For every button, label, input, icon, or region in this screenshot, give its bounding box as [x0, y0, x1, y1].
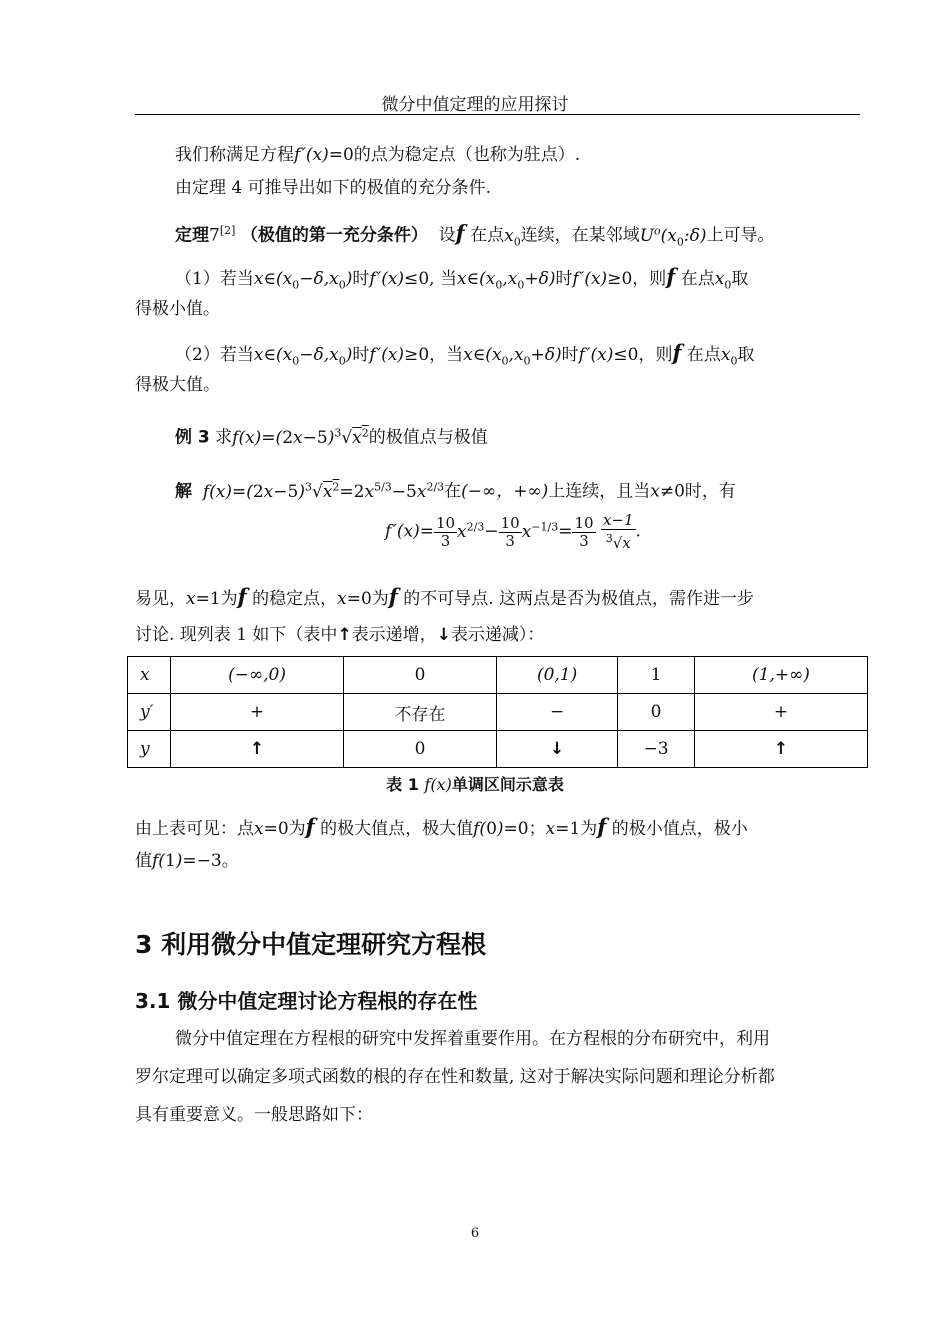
paragraph-stationary-point: 我们称满足方程f ′(x)=0的点为稳定点（也称为驻点）.: [175, 145, 581, 165]
table-cell: (−∞,0): [171, 657, 344, 694]
table-cell: +: [694, 694, 867, 731]
table-cell: ↑: [694, 731, 867, 768]
table-cell: y′: [128, 694, 171, 731]
theorem-case-2: （2）若当$x\in(x_0-\delta,x_0)$时f ′(x)≥0，当$x\in(x_0,x_0+\delta)$时f ′(x)≤0，则f 在点$x_0$取: [175, 340, 755, 368]
table-cell: (1,+∞): [694, 657, 867, 694]
paragraph-conclusion-cont: 值f(1)=−3。: [135, 851, 239, 871]
table-row-y: [128, 731, 868, 768]
table-row-yprime: [128, 694, 868, 731]
formula-derivative-zero: f ′(x)=0: [294, 145, 354, 165]
example-3: 例 3 求$f(x)=(2x-5)^3√x^2$的极值点与极值: [175, 426, 488, 448]
paragraph-table-intro: 讨论. 现列表 1 如下（表中↑表示递增，↓表示递减）：: [135, 625, 545, 645]
table-cell: 0: [618, 694, 695, 731]
theorem-case-1: （1）若当$x\in(x_0-\delta,x_0)$时f ′(x)≤0, 当$x\in(x_0,x_0+\delta)$时f ′(x)≥0，则f 在点$x_0$取: [175, 264, 749, 292]
table-row-x: [128, 657, 868, 694]
table-cell: ↑: [171, 731, 344, 768]
paragraph-derivation: 由定理 4 可推导出如下的极值的充分条件.: [175, 178, 492, 198]
theorem-case-2-cont: 得极大值。: [135, 375, 220, 395]
table-cell: y: [128, 731, 171, 768]
table-caption: 表 1 f(x)单调区间示意表: [386, 775, 564, 794]
table-cell: +: [171, 694, 344, 731]
subsection-heading: 3.1 微分中值定理讨论方程根的存在性: [135, 989, 478, 1013]
paragraph-conclusion: 由上表可见：点x=0为f 的极大值点，极大值f(0)=0；x=1为f 的极小值点，极小: [135, 814, 748, 839]
table-cell: 0: [344, 657, 497, 694]
table-cell: 0: [344, 731, 497, 768]
body-paragraph-line: 具有重要意义。一般思路如下：: [135, 1105, 373, 1125]
arrow-up-icon: ↑: [337, 625, 352, 645]
table-cell: −: [496, 694, 617, 731]
table-cell: ↓: [496, 731, 617, 768]
monotonicity-table: [127, 656, 868, 768]
header-rule: [135, 114, 860, 115]
theorem-case-1-cont: 得极小值。: [135, 299, 220, 319]
theorem-statement: 定理7[2] （极值的第一充分条件） 设f 在点$x_0$连续，在某邻域$U^o(x_0:\delta)$上可导。: [175, 220, 775, 249]
table-cell: (0,1): [496, 657, 617, 694]
paragraph-analysis: 易见，x=1为f 的稳定点，x=0为f 的不可导点. 这两点是否为极值点，需作进一步: [135, 584, 755, 609]
body-paragraph-line: 罗尔定理可以确定多项式函数的根的存在性和数量, 这对于解决实际问题和理论分析都: [135, 1067, 775, 1087]
arrow-down-icon: ↓: [436, 625, 451, 645]
page-number: 6: [470, 1226, 480, 1241]
table-cell: x: [128, 657, 171, 694]
body-paragraph-line: 微分中值定理在方程根的研究中发挥着重要作用。在方程根的分布研究中，利用: [175, 1029, 770, 1049]
table-cell: 不存在: [344, 694, 497, 731]
formula-neighborhood: $U^o(x_0:\delta)$: [639, 224, 707, 249]
formula-derivative-display: f ′(x)= $\frac{10}{3}$ $x^{2/3}-$ $\frac{10}{3}$ $x^{-1/3}=$ $\frac{10}{3}$ $\frac{x-1}{^3√x}$ .: [385, 511, 641, 552]
table-cell: −3: [618, 731, 695, 768]
running-header: 微分中值定理的应用探讨: [381, 95, 569, 115]
table-cell: 1: [618, 657, 695, 694]
section-heading: 3 利用微分中值定理研究方程根: [135, 930, 487, 959]
formula-example-function: $f(x)=(2x-5)^3√x^2$: [232, 426, 369, 448]
solution-line: 解 $f(x)=(2x-5)^3√x^2=2x^{5/3}-5x^{2/3}$在(−∞，+∞)上连续，且当x≠0时，有: [175, 480, 736, 502]
formula-expansion: $f(x)=(2x-5)^3√x^2=2x^{5/3}-5x^{2/3}$: [202, 480, 445, 502]
